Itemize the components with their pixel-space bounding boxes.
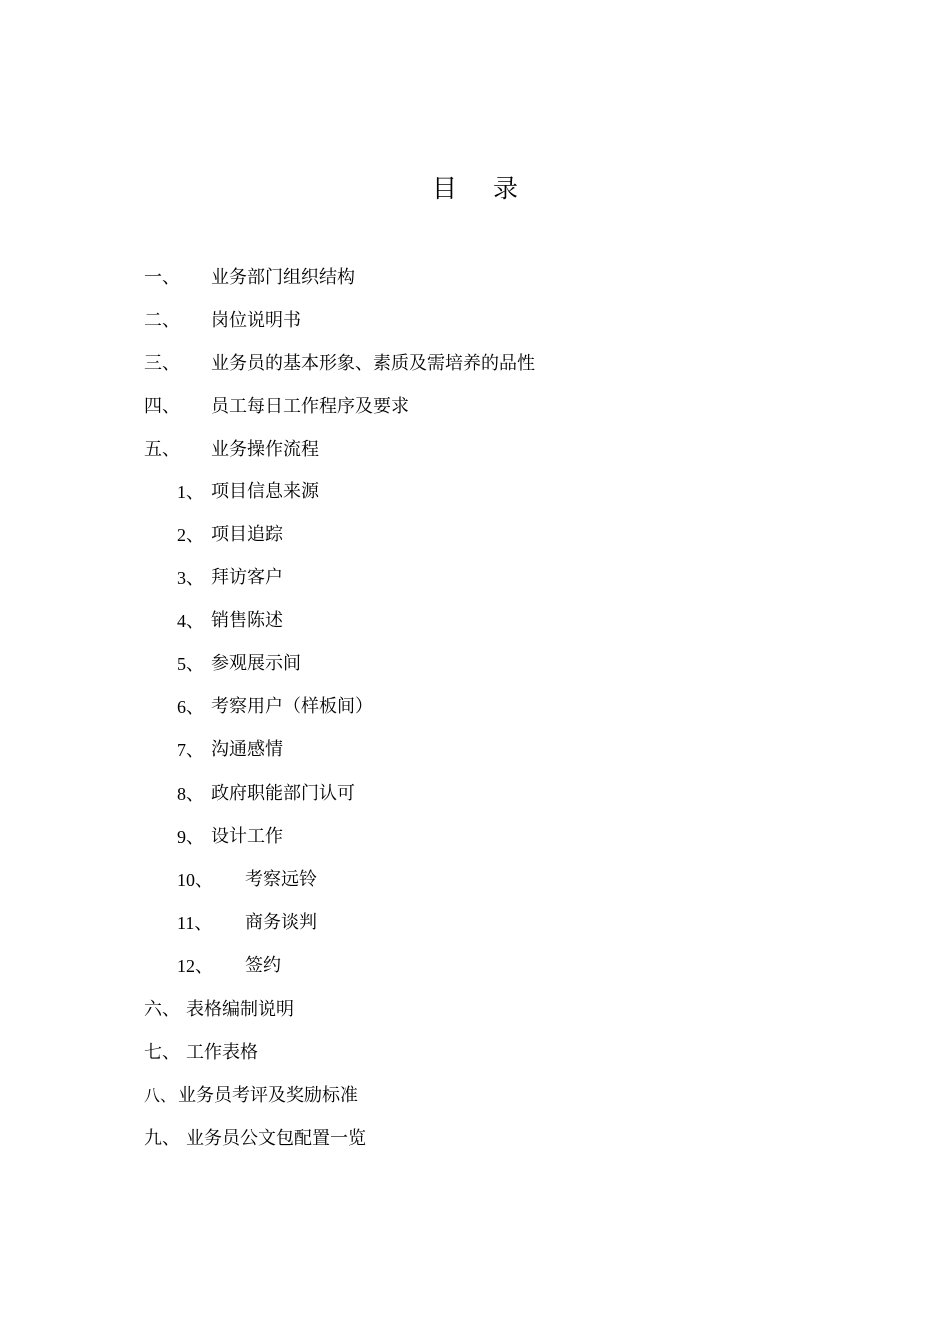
toc-subitem-label: 考察远铃 (245, 869, 317, 890)
toc-item-number: 七、 (144, 1042, 180, 1063)
toc-item-number: 一、 (144, 267, 180, 288)
toc-item-label: 岗位说明书 (211, 310, 301, 331)
toc-subitem-number: 7、 (177, 740, 204, 760)
toc-item-label: 表格编制说明 (186, 999, 294, 1020)
toc-subitem-number: 12、 (177, 956, 213, 976)
toc-subitem-label: 销售陈述 (211, 610, 283, 631)
toc-subitem-label: 项目追踪 (211, 524, 283, 545)
toc-title (0, 172, 950, 206)
toc-subitem-number: 1、 (177, 482, 204, 502)
toc-subitem-label: 参观展示间 (211, 653, 301, 674)
toc-subitem-label: 政府职能部门认可 (211, 783, 355, 804)
toc-item-number: 九、 (144, 1128, 180, 1149)
toc-subitem-label: 考察用户（样板间） (211, 696, 373, 717)
toc-item-number: 三、 (144, 353, 180, 374)
toc-item-number: 八、 (144, 1086, 177, 1105)
toc-subitem-number: 8、 (177, 784, 204, 804)
toc-subitem-number: 4、 (177, 611, 204, 631)
toc-title-char-1: 目 (431, 174, 457, 203)
toc-item-label: 业务员的基本形象、素质及需培养的品性 (211, 353, 535, 374)
toc-subitem-number: 2、 (177, 525, 204, 545)
toc-item-number: 五、 (144, 439, 180, 460)
toc-item-label: 员工每日工作程序及要求 (211, 396, 409, 417)
toc-item-label: 工作表格 (186, 1042, 258, 1063)
toc-item-number: 四、 (144, 396, 180, 417)
toc-subitem-number: 6、 (177, 697, 204, 717)
toc-subitem-label: 拜访客户 (211, 567, 283, 588)
toc-item-number: 六、 (144, 999, 180, 1020)
toc-subitem-label: 设计工作 (211, 826, 283, 847)
toc-item-number: 二、 (144, 310, 180, 331)
toc-subitem-number: 9、 (177, 827, 204, 847)
toc-subitem-number: 3、 (177, 568, 204, 588)
toc-subitem-number: 10、 (177, 870, 213, 890)
toc-subitem-label: 项目信息来源 (211, 481, 319, 502)
toc-item-label: 业务操作流程 (211, 439, 319, 460)
toc-subitem-number: 5、 (177, 654, 204, 674)
toc-subitem-number: 11、 (177, 913, 213, 933)
toc-subitem-label: 商务谈判 (245, 912, 317, 933)
toc-item-label: 业务员考评及奖励标准 (178, 1085, 358, 1106)
toc-item-label: 业务部门组织结构 (211, 267, 355, 288)
toc-title-char-2: 录 (493, 174, 519, 203)
toc-subitem-label: 签约 (245, 955, 281, 976)
toc-subitem-label: 沟通感情 (211, 739, 283, 760)
toc-item-label: 业务员公文包配置一览 (186, 1128, 366, 1149)
